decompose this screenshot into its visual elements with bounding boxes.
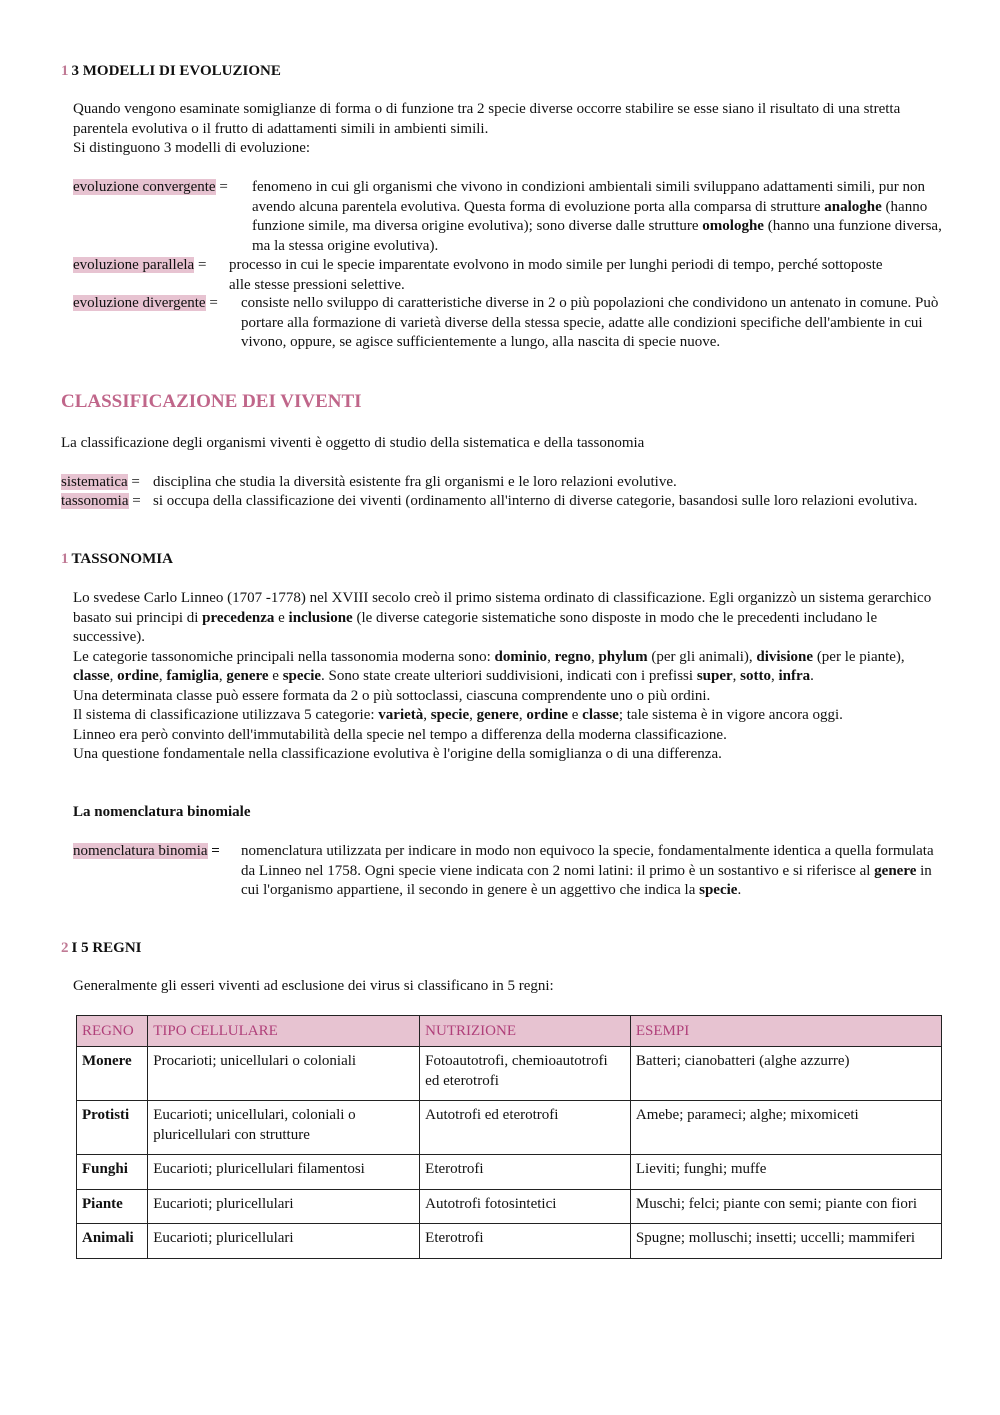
definition-parallela: evoluzione parallela = processo in cui le specie imparentate evolvono in modo simile per lunghi periodi di tempo, perché sottoposte alle stesse pressioni selettive. [73,256,943,295]
tassonomia-body: Lo svedese Carlo Linneo (1707 -1778) nel XVIII secolo creò il primo sistema ordinato di classificazione. Egli organizzò un sistema gerarchico basato sui principi di precedenza e inclusione (le diverse categorie sistematiche sono disposte in modo che le precedenti includano le successive). Le categorie tassonomiche principali nella tassonomia moderna sono: dominio, regno, phylum (per gli animali), divisione (per le piante), classe, ordine, famiglia, genere e specie. Sono state create ulteriori suddivisioni, indicati con i prefissi super, sotto, infra. Una determinata classe può essere formata da 2 o più sottoclassi, ciascuna comprendente uno o più ordini. Il sistema di classificazione utilizzava 5 categorie: varietà, specie, genere, ordine e classe; tale sistema è in vigore ancora oggi. Linneo era però convinto dell'immutabilità della specie nel tempo a differenza della moderna classificazione. Una questione fondamentale nella classificazione evolutiva è l'origine della somiglianza o di una differenza. [73,590,932,762]
term-highlight: tassonomia [61,493,129,509]
table-cell: Piante [77,1189,148,1224]
definition-text: disciplina che studia la diversità esistente fra gli organismi e le loro relazioni evolutive. [153,474,677,490]
section-title: I 5 REGNI [71,940,142,956]
section-heading-tassonomia [61,550,173,570]
regni-intro: Generalmente gli esseri viventi ad esclusione dei virus si classificano in 5 regni: [73,978,554,994]
term-highlight: sistematica [61,474,128,490]
table-cell: Lieviti; funghi; muffe [630,1155,941,1190]
table-cell: Procarioti; unicellulari o coloniali [148,1047,420,1101]
table-cell: Animali [77,1224,148,1259]
table-cell: Autotrofi fotosintetici [420,1189,631,1224]
table-cell: Monere [77,1047,148,1101]
section-heading-regni [61,939,142,959]
table-cell: Eucarioti; pluricellulari [148,1224,420,1259]
table-cell: Eucarioti; unicellulari, coloniali o pluricellulari con strutture [148,1101,420,1155]
definition-text: consiste nello sviluppo di caratteristiche diverse in 2 o più popolazioni che condividono un antenato in comune. Può portare alla formazione di varietà diverse della stessa specie, adatte alle condizioni specifiche dell'ambiente in cui vivono, oppure, se agisce sufficientemente a lungo, alla nascita di specie nuove. [241,295,939,350]
table-cell: Batteri; cianobatteri (alghe azzurre) [630,1047,941,1101]
definition-convergente: evoluzione convergente = fenomeno in cui gli organismi che vivono in condizioni ambientali simili sviluppano adattamenti simili, pur non avendo alcuna parentela evolutiva. Questa forma di evoluzione porta alla comparsa di strutture analoghe (hanno funzione simile, ma diversa origine evolutiva); sono diverse dalle strutture omologhe (hanno una funzione diversa, ma la stessa origine evolutiva). [73,178,943,256]
column-header: REGNO [77,1016,148,1047]
table-row [77,1101,942,1155]
table-header-row [77,1016,942,1047]
chapter-title: CLASSIFICAZIONE DEI VIVENTI [61,391,362,412]
section-title: 3 MODELLI DI EVOLUZIONE [71,63,281,79]
definition-divergente: evoluzione divergente = consiste nello sviluppo di caratteristiche diverse in 2 o più popolazioni che condividono un antenato in comune. Può portare alla formazione di varietà diverse della stessa specie, adatte alle condizioni specifiche dell'ambiente in cui vivono, oppure, se agisce sufficientemente a lungo, alla nascita di specie nuove. [73,294,943,353]
intro-text: Quando vengono esaminate somiglianze di forma o di funzione tra 2 specie diverse occorre stabilire se esse siano il risultato di una stretta parentela evolutiva o il frutto di adattamenti simili in ambienti simili. [73,101,901,137]
table-cell: Eterotrofi [420,1224,631,1259]
table-cell: Amebe; parameci; alghe; mixomiceti [630,1101,941,1155]
term-highlight: evoluzione convergente [73,179,216,195]
subheading-nomenclatura: La nomenclatura binomiale [73,804,251,820]
definition-sistematica: sistematica = disciplina che studia la diversità esistente fra gli organismi e le loro relazioni evolutive. [61,473,951,493]
intro-paragraph [73,100,943,159]
table-row [77,1047,942,1101]
intro-text-2: Si distinguono 3 modelli di evoluzione: [73,140,311,156]
table-cell: Eterotrofi [420,1155,631,1190]
table-cell: Autotrofi ed eterotrofi [420,1101,631,1155]
section-title: TASSONOMIA [71,551,173,567]
table-row [77,1155,942,1190]
section-heading-modelli [61,62,281,82]
table-cell: Eucarioti; pluricellulari filamentosi [148,1155,420,1190]
definition-text: nomenclatura utilizzata per indicare in modo non equivoco la specie, fondamentalmente identica a quella formulata da Linneo nel 1758. Ogni specie viene indicata con 2 nomi latini: il primo è un sostantivo e si riferisce al genere in cui l'organismo appartiene, il secondo in genere è un aggettivo che indica la specie. [241,843,934,898]
column-header: ESEMPI [630,1016,941,1047]
table-cell: Muschi; felci; piante con semi; piante con fiori [630,1189,941,1224]
section-number: 2 [61,940,69,956]
definition-text: fenomeno in cui gli organismi che vivono in condizioni ambientali simili sviluppano adattamenti simili, pur non avendo alcuna parentela evolutiva. Questa forma di evoluzione porta alla comparsa di strutture analoghe (hanno funzione simile, ma diversa origine evolutiva); sono diverse dalle strutture omologhe (hanno una funzione diversa, ma la stessa origine evolutiva). [252,179,942,254]
term-highlight: evoluzione divergente [73,295,206,311]
table-cell: Spugne; molluschi; insetti; uccelli; mammiferi [630,1224,941,1259]
section-number: 1 [61,63,69,79]
table-cell: Eucarioti; pluricellulari [148,1189,420,1224]
term-highlight: evoluzione parallela [73,257,195,273]
classification-intro: La classificazione degli organismi viventi è oggetto di studio della sistematica e della tassonomia [61,435,645,451]
section-number: 1 [61,551,69,567]
table-cell: Protisti [77,1101,148,1155]
column-header: TIPO CELLULARE [148,1016,420,1047]
table-row [77,1189,942,1224]
table-cell: Funghi [77,1155,148,1190]
column-header: NUTRIZIONE [420,1016,631,1047]
regni-table [76,1015,942,1259]
definition-nomenclatura: nomenclatura binomia = nomenclatura utilizzata per indicare in modo non equivoco la specie, fondamentalmente identica a quella formulata da Linneo nel 1758. Ogni specie viene indicata con 2 nomi latini: il primo è un sostantivo e si riferisce al genere in cui l'organismo appartiene, il secondo in genere è un aggettivo che indica la specie. [73,842,943,901]
definition-text: processo in cui le specie imparentate evolvono in modo simile per lunghi periodi di tempo, perché sottoposte alle stesse pressioni selettive. [229,257,883,293]
definition-text: si occupa della classificazione dei viventi (ordinamento all'interno di diverse categorie, basandosi sulle loro relazioni evolutiva. [153,493,918,509]
table-cell: Fotoautotrofi, chemioautotrofi ed eterotrofi [420,1047,631,1101]
term-highlight: nomenclatura binomia [73,843,208,859]
table-row [77,1224,942,1259]
definition-tassonomia: tassonomia = si occupa della classificazione dei viventi (ordinamento all'interno di diverse categorie, basandosi sulle loro relazioni evolutiva. [61,492,951,512]
